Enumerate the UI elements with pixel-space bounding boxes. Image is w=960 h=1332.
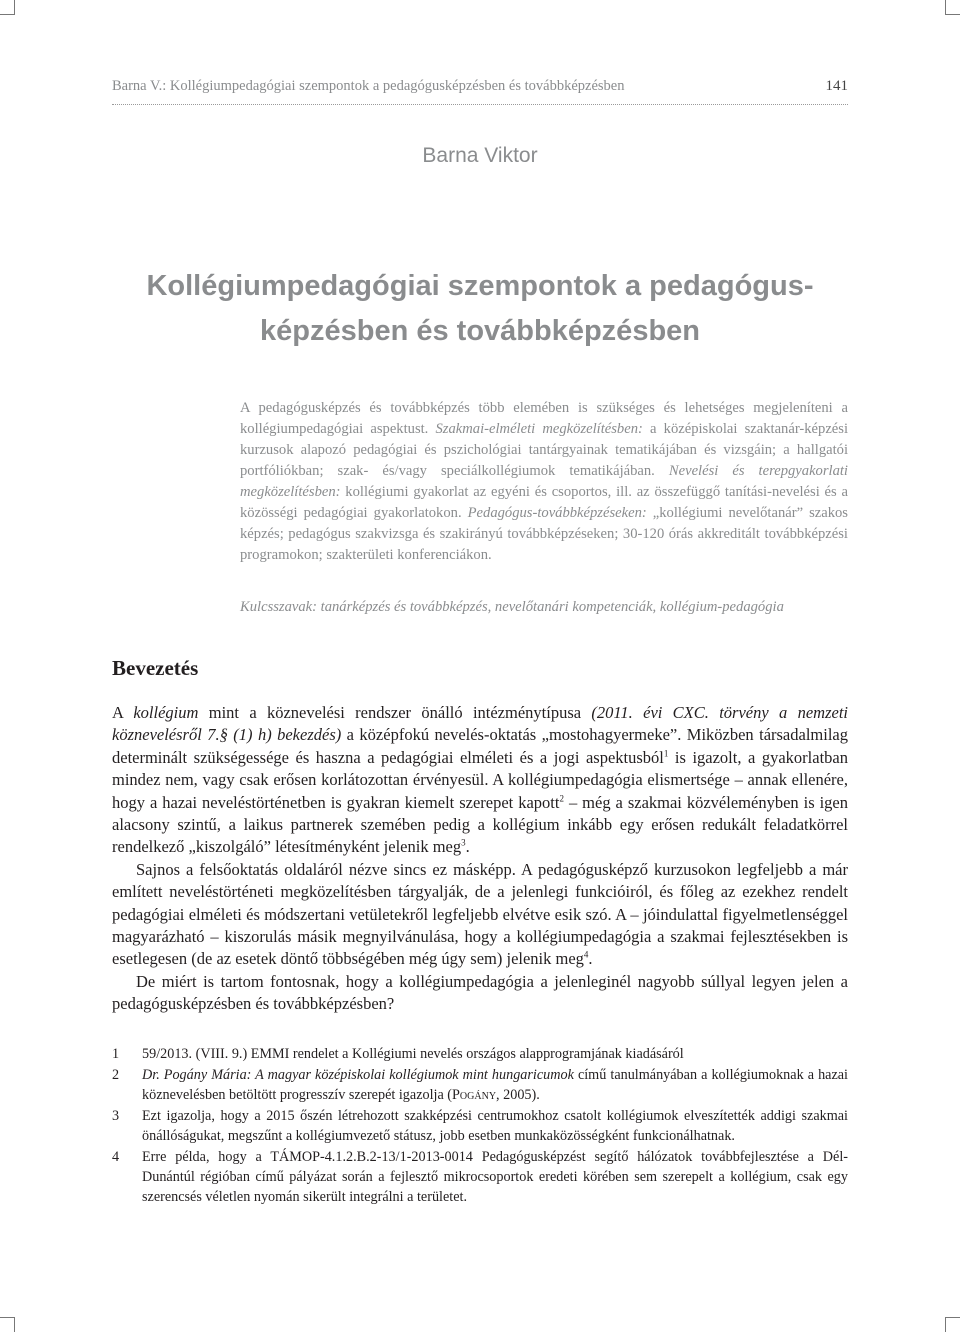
crop-mark-bottom-left [0,1317,15,1332]
section-heading: Bevezetés [112,656,199,680]
body-text [112,702,848,1016]
body-paragraph [112,702,848,859]
footnote [112,1044,848,1064]
footnote-ref[interactable]: 2 [559,793,564,804]
text-run: A [112,703,134,722]
running-header [112,78,848,100]
author-name: Barna Viktor [422,144,538,167]
footnote [112,1106,848,1146]
footnote-text: Ezt igazolja, hogy a 2015 őszén létrehozott szakképzési centrumokhoz csatolt kollégiumok elveszítették addigi szakmai önállóságukat, megszűnt a kollégiumvezető státusz, jobb esetben munkaközösségként funkcionálhatnak. [142,1108,848,1144]
keywords-text: Kulcsszavak: tanárképzés és továbbképzés, nevelőtanári kompetenciák, kollégium-pedagógia [240,599,784,615]
article-title: Kollégiumpedagógiai szempontok a pedagógusképzésben és továbbképzésben [146,270,814,347]
running-header-title: Barna V.: Kollégiumpedagógiai szempontok a pedagógusképzésben és továbbképzésben [112,78,625,94]
text-run: mint a köznevelési rendszer önálló intézménytípusa [198,703,592,722]
abstract-label: Szakmai-elméleti megközelítésben: [435,421,643,437]
page-number: 141 [825,78,848,94]
body-paragraph: De miért is tartom fontosnak, hogy a kollégiumpedagógia a jelenleginél nagyobb súllyal legyen jelen a pedagógusképzésben és továbbképzésben? [112,971,848,1014]
text-run: . [465,837,470,857]
footnote-ref[interactable]: 3 [461,837,466,848]
text-run: a középfokú nevelés-oktatás „mostohagyermeke”. Miközben társadalmilag determinált szükségessége és haszna a pedagógiai elméleti és a jogi aspektusból [112,725,848,767]
footnote-author: Pogány [452,1087,497,1103]
abstract-sentence: A pedagógusképzés és továbbképzés több elemében is szükséges és lehetséges megjeleníteni a kollégiumpedagógiai aspektust. [240,400,848,437]
text-run: , 2005). [496,1087,540,1103]
text-run-italic: (2011. évi CXC. törvény a nemzeti köznevelésről 7.§ (1) h) bekezdés) [112,703,848,745]
footnote [112,1065,848,1105]
footnote-text [142,1065,848,1105]
footnote-text: 59/2013. (VIII. 9.) EMMI rendelet a Kollégiumi nevelés országos alapprogramjának kiadásáról [142,1046,684,1062]
footnote [112,1147,848,1207]
text-run: című tanulmányában a kollégiumoknak a hazai köznevelésben betöltött progresszív szerepét igazolja ( [142,1067,848,1103]
footnote-number: 3 [112,1108,120,1124]
footnote-number: 4 [112,1149,120,1165]
footnote-citation: Dr. Pogány Mária: A magyar középiskolai kollégiumok mint hungaricumok [142,1067,574,1083]
abstract-sentence: kollégiumi gyakorlat az egyéni és csoportos, ill. az összefüggő tanítási-nevelési és a közösségi pedagógiai gyakorlatokon. [240,484,848,521]
abstract-label: Pedagógus-továbbképzéseken: [467,505,647,521]
crop-mark-top-left [0,0,15,15]
footnotes [112,1044,848,1208]
abstract-sentence: a középiskolai szaktanár-képzési kurzusok alapozó pedagógiai és pszichológiai tantárgyainak tematikájában és vizsgáin; a hallgatói portfóliókban; szak- és/vagy speciálkollégiumok tematikájában. [240,421,849,479]
abstract [240,398,848,566]
footnote-number: 2 [112,1067,120,1083]
header-divider [112,104,848,105]
crop-mark-bottom-right [945,1317,960,1332]
footnote-number: 1 [112,1046,120,1062]
text-run-italic: kollégium [133,703,199,722]
footnote-ref[interactable]: 1 [663,748,669,759]
footnote-ref[interactable]: 4 [583,949,589,960]
text-run: – még a szakmai közvéleményben is igen alacsony szintű, a laikus partnerek szemében pedig a kollégium inkább egy erősen redukált feladatkörrel rendelkező „kiszolgáló” létesítményként jelenik meg [112,792,848,857]
abstract-label: Nevelési és terepgyakorlati megközelítésben: [240,463,848,500]
text-run: Sajnos a felsőoktatás oldaláról nézve sincs ez másképp. A pedagógusképző kurzusokon legfeljebb a már említett neveléstörténeti megközelítésben tárgyalják, de a jelenlegi funkcióiról, és főleg az ezekhez rendelt pedagógiai elméleti és módszertani vetületekről legfeljebb elvétve esik szó. A – jóindulattal figyelmetlenséggel magyarázható – kiszorulás másik megnyilvánulása, hogy a kollégiumpedagógia a szakmai fejlesztésekben is esetlegesen (de az esetek döntő többségében még úgy sem) jelenik meg [112,859,848,969]
text-run: . [588,949,593,969]
crop-mark-top-right [945,0,960,15]
footnote-text: Erre példa, hogy a TÁMOP-4.1.2.B.2-13/1-2013-0014 Pedagógusképzést segítő hálózatok továbbfejlesztése a Dél-Dunántúl régióban című pályázat során a fejlesztő mikrocsoportok eredeti körében sem szerepelt a kollégium, csak egy szerencsés véletlen nyomán sikerült integrálni a területet. [142,1149,848,1205]
abstract-sentence: „kollégiumi nevelőtanár” szakos képzés; pedagógus szakvizsga és szakirányú továbbképzéseken; 30-120 órás akkreditált továbbképzési programokon; szakterületi konferenciákon. [240,505,848,563]
text-run: is igazolt, a gyakorlatban mindez nem, vagy csak erősen korlátozottan érvényesül. A kollégiumpedagógia elismertsége – annak ellenére, hogy a hazai neveléstörténetben is gyakran kiemelt szerepet kapott [112,747,848,812]
keywords [240,597,848,618]
body-paragraph [112,859,848,971]
